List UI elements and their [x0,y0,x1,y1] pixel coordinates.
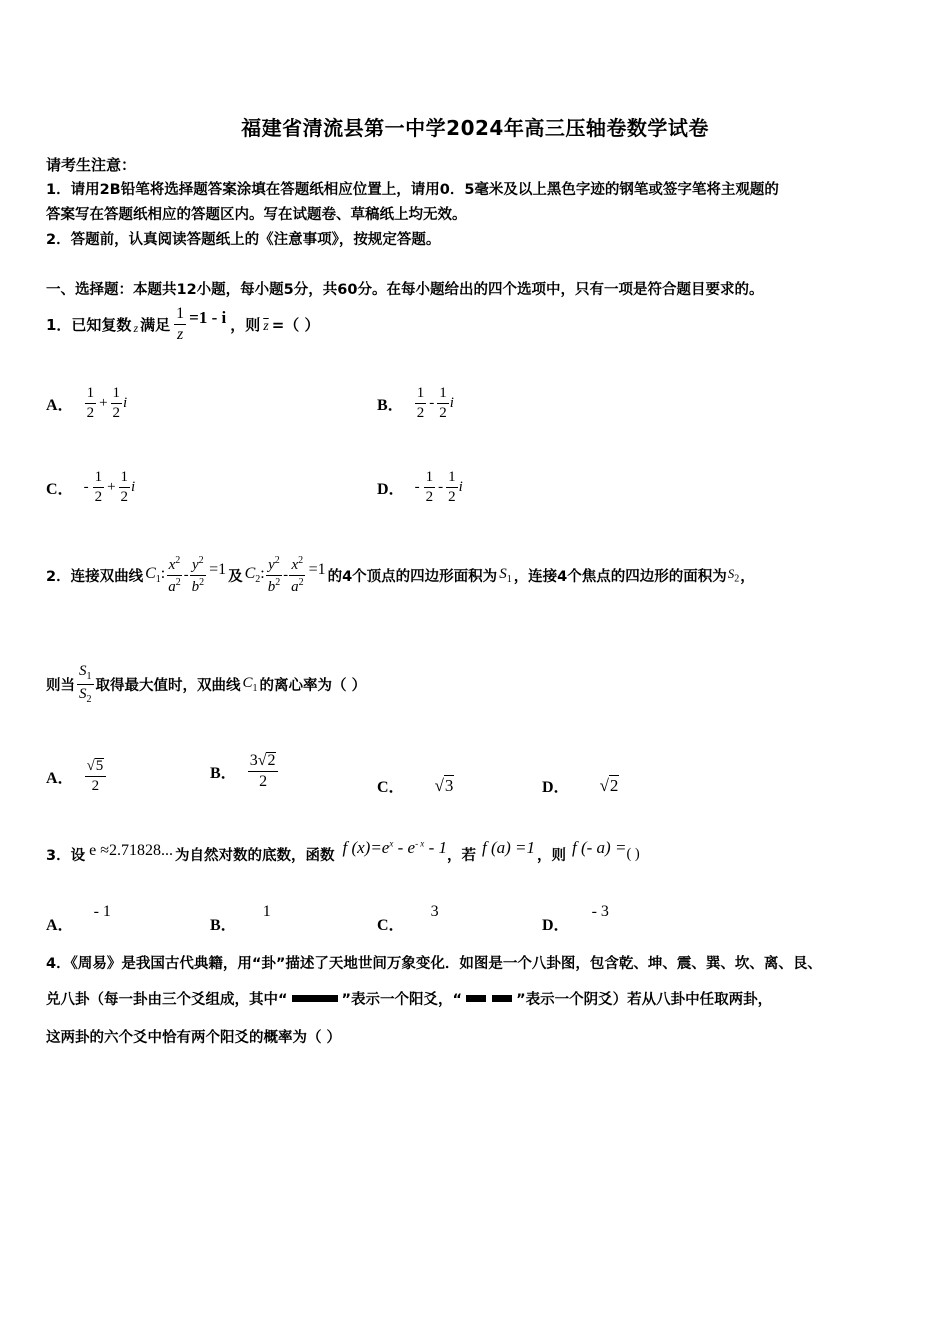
q3-func-b: - e [393,838,416,857]
q2-c2-eq: =1 [308,560,326,578]
q1-option-a-label: A． [46,397,74,414]
q1-z-bar: $\overline{z}$ [263,318,269,334]
q2-b-coef: 3 [249,752,258,769]
q1-c-num2: 1 [119,470,131,488]
q1-option-d[interactable] [377,470,463,505]
q3-option-d-label: D． [542,917,570,934]
notice-item1-line2: 答案写在答题纸相应的答题区内。写在试题卷、草稿纸上均无效。 [46,207,467,223]
q2-c2-minus: - [283,567,289,583]
q3-option-a[interactable] [46,896,111,935]
q1-option-d-frac2 [446,470,458,505]
q2-c1-eq: =1 [209,560,227,578]
q2-option-a[interactable] [46,758,107,794]
q2-line2-tail: 的离心率为（ ） [259,678,367,694]
yang-line-symbol [292,995,338,1002]
q2-option-b-frac [248,752,279,790]
q3-option-b[interactable] [210,896,271,935]
question-2-line2 [46,664,366,705]
q3-mid: 为自然对数的底数，函数 [174,847,335,864]
q2-b-den: 2 [259,773,268,790]
q3-prefix: 3．设 [46,847,86,864]
q2-end: ， [740,569,755,585]
q1-option-c-frac2 [119,470,131,505]
q2-a-radicand: 5 [95,758,104,774]
q1-option-d-sign: - [414,479,420,495]
q1-prefix: 1．已知复数 [46,316,132,334]
q1-option-c-label: C． [46,481,74,498]
q3-option-c[interactable] [377,896,439,935]
q1-equation: =1 - i [189,307,227,327]
q3-option-a-label: A． [46,917,74,934]
q2-b-radicand: 2 [267,752,276,769]
q2-c2-frac-x: $\frac{x^2}{a^2}$ [291,555,304,595]
q2-s1: $S_1$ [499,566,512,585]
q1-a-num2: 1 [111,386,123,404]
q2-option-b-label: B． [210,764,237,782]
q2-option-b-sqrt: 3 √ 2 [248,752,279,772]
q1-b-den2: 2 [439,405,447,421]
q1-option-a-i: i [123,395,128,411]
q1-option-b-label: B． [377,397,404,414]
q1-var-z: z [133,321,139,335]
q1-option-c-frac1 [93,470,105,505]
q1-d-den2: 2 [448,489,456,505]
q2-option-c-sqrt: √ 3 [434,776,454,795]
q2-prefix: 2．连接双曲线 [46,569,144,585]
q3-func: f $(x)=e^x - e^{- x} - 1$ [342,838,447,857]
q3-option-c-value: 3 [430,902,439,920]
q4-line2-a: 兑八卦（每一卦由三个爻组成，其中“ [46,992,288,1008]
q1-option-b-op: - [429,395,435,411]
q1-option-b-i: i [449,395,454,411]
notice-item2: 2．答题前，认真阅读答题纸上的《注意事项》，按规定答题。 [46,232,441,248]
q1-a-den2: 2 [112,405,121,421]
q3-option-d-value: - 3 [591,902,609,920]
q1-b-den1: 2 [416,405,425,421]
q3-tail: ( ) [626,845,640,862]
q1-option-b-frac1 [415,386,427,421]
q1-option-d-label: D． [377,481,405,498]
q2-c2-frac-y: $\frac{y^2}{b^2}$ [267,555,281,595]
q2-option-d-label: D． [542,779,570,796]
q4-line3: 这两卦的六个爻中恰有两个阳爻的概率为（ ） [46,1030,342,1046]
q4-line2-b: ”表示一个阳爻，“ [341,992,463,1008]
q3-comma2: ，则 [537,847,567,864]
q4-line1: 4．《周易》是我国古代典籍，用“卦”描述了天地世间万象变化．如图是一个八卦图，包含乾、坤、震、巽、坎、离、艮、 [46,956,822,972]
q1-option-a[interactable] [46,386,127,421]
notice-item1-line1: 1．请用2B铅笔将选择题答案涂填在答题纸相应位置上，请用0．5毫米及以上黑色字迹的钢笔或签字笔将主观题的 [46,182,779,198]
q1-option-d-frac1 [424,470,436,505]
q1-option-b[interactable] [377,386,454,421]
q1-tail: =（ ） [271,316,320,334]
q1-b-num2: 1 [437,386,449,404]
q1-option-b-frac2 [437,386,449,421]
q3-func-a: f (x)=e [342,838,390,857]
section-heading: 一、选择题：本题共12小题，每小题5分，共60分。在每小题给出的四个选项中，只有一项是符合题目要求的。 [46,282,764,298]
q4-line2 [46,988,772,1009]
q1-option-c-op: + [107,479,116,495]
question-3 [46,838,640,870]
q1-option-a-frac2 [111,386,123,421]
q3-e-value: e ≈2.71828... [89,842,173,859]
q2-c1-ref: $C_1$ [242,675,258,694]
q2-c-radicand: 3 [444,776,454,795]
q3-comma1: ，若 [446,847,476,864]
q1-option-a-op: + [99,395,108,411]
yin-line-symbol [466,995,512,1002]
q1-c-den2: 2 [120,489,129,505]
q2-option-c[interactable] [377,774,454,797]
q1-comma: ，则 [230,316,261,334]
q3-ask: f (- a) = [572,838,627,857]
q2-and: 及 [228,569,243,585]
q2-desc1: 的4个顶点的四边形面积为 [327,569,498,585]
q2-a-den: 2 [91,778,100,794]
q3-option-b-label: B． [210,917,237,934]
q1-a-den1: 2 [86,405,95,421]
q4-line2-c: ”表示一个阴爻）若从八卦中任取两卦， [516,992,773,1008]
page-title: 福建省清流县第一中学2024年高三压轴卷数学试卷 [241,116,709,140]
q2-ratio-frac: $\frac{S_1}{S_2}$ [79,663,92,705]
q2-c1-minus: - [183,567,189,583]
q2-option-d-sqrt: √ 2 [599,776,619,795]
q1-option-d-i: i [458,479,463,495]
q1-c-num1: 1 [93,470,105,488]
q2-s2: $S_2$ [727,566,740,585]
q3-option-b-value: 1 [262,902,271,920]
q2-c1: $C_1$: [145,565,166,586]
q2-c1-frac-y: $\frac{y^2}{b^2}$ [191,555,205,595]
q2-c2: $C_2$: [244,565,265,586]
q1-option-c-sign: - [83,479,89,495]
q2-option-a-frac [85,758,107,794]
q1-frac-den: z [177,326,184,343]
q1-d-num2: 1 [446,470,458,488]
q2-d-radicand: 2 [609,776,619,795]
q1-d-den1: 2 [425,489,434,505]
q2-option-a-sqrt: √ 5 [85,758,107,777]
q2-option-a-label: A． [46,769,74,787]
q1-option-a-frac1 [85,386,97,421]
q2-line2-prefix: 则当 [46,678,75,694]
q2-c1-frac-x: $\frac{x^2}{a^2}$ [168,555,181,595]
q3-condition: f (a) =1 [481,838,536,857]
question-2-line1 [46,556,755,595]
q2-option-b[interactable] [210,752,279,790]
q3-func-c: - 1 [424,838,447,857]
q1-b-num1: 1 [415,386,427,404]
q1-mid: 满足 [140,316,171,334]
q3-option-c-label: C． [377,917,405,934]
q1-frac-num: 1 [174,306,186,325]
q1-option-c[interactable] [46,470,135,505]
q1-fraction [174,306,186,343]
q1-option-d-op: - [438,479,444,495]
question-1 [46,306,319,343]
q3-option-a-value: - 1 [93,902,111,920]
q2-option-d[interactable] [542,774,619,797]
q1-option-c-i: i [131,479,136,495]
q3-option-d[interactable] [542,896,609,935]
q1-a-num1: 1 [85,386,97,404]
notice-heading: 请考生注意： [46,156,137,174]
q1-d-num1: 1 [424,470,436,488]
q1-c-den1: 2 [94,489,103,505]
q2-option-c-label: C． [377,779,405,796]
q2-desc2: ，连接4个焦点的四边形的面积为 [513,569,727,585]
q2-line2-mid: 取得最大值时，双曲线 [95,678,241,694]
